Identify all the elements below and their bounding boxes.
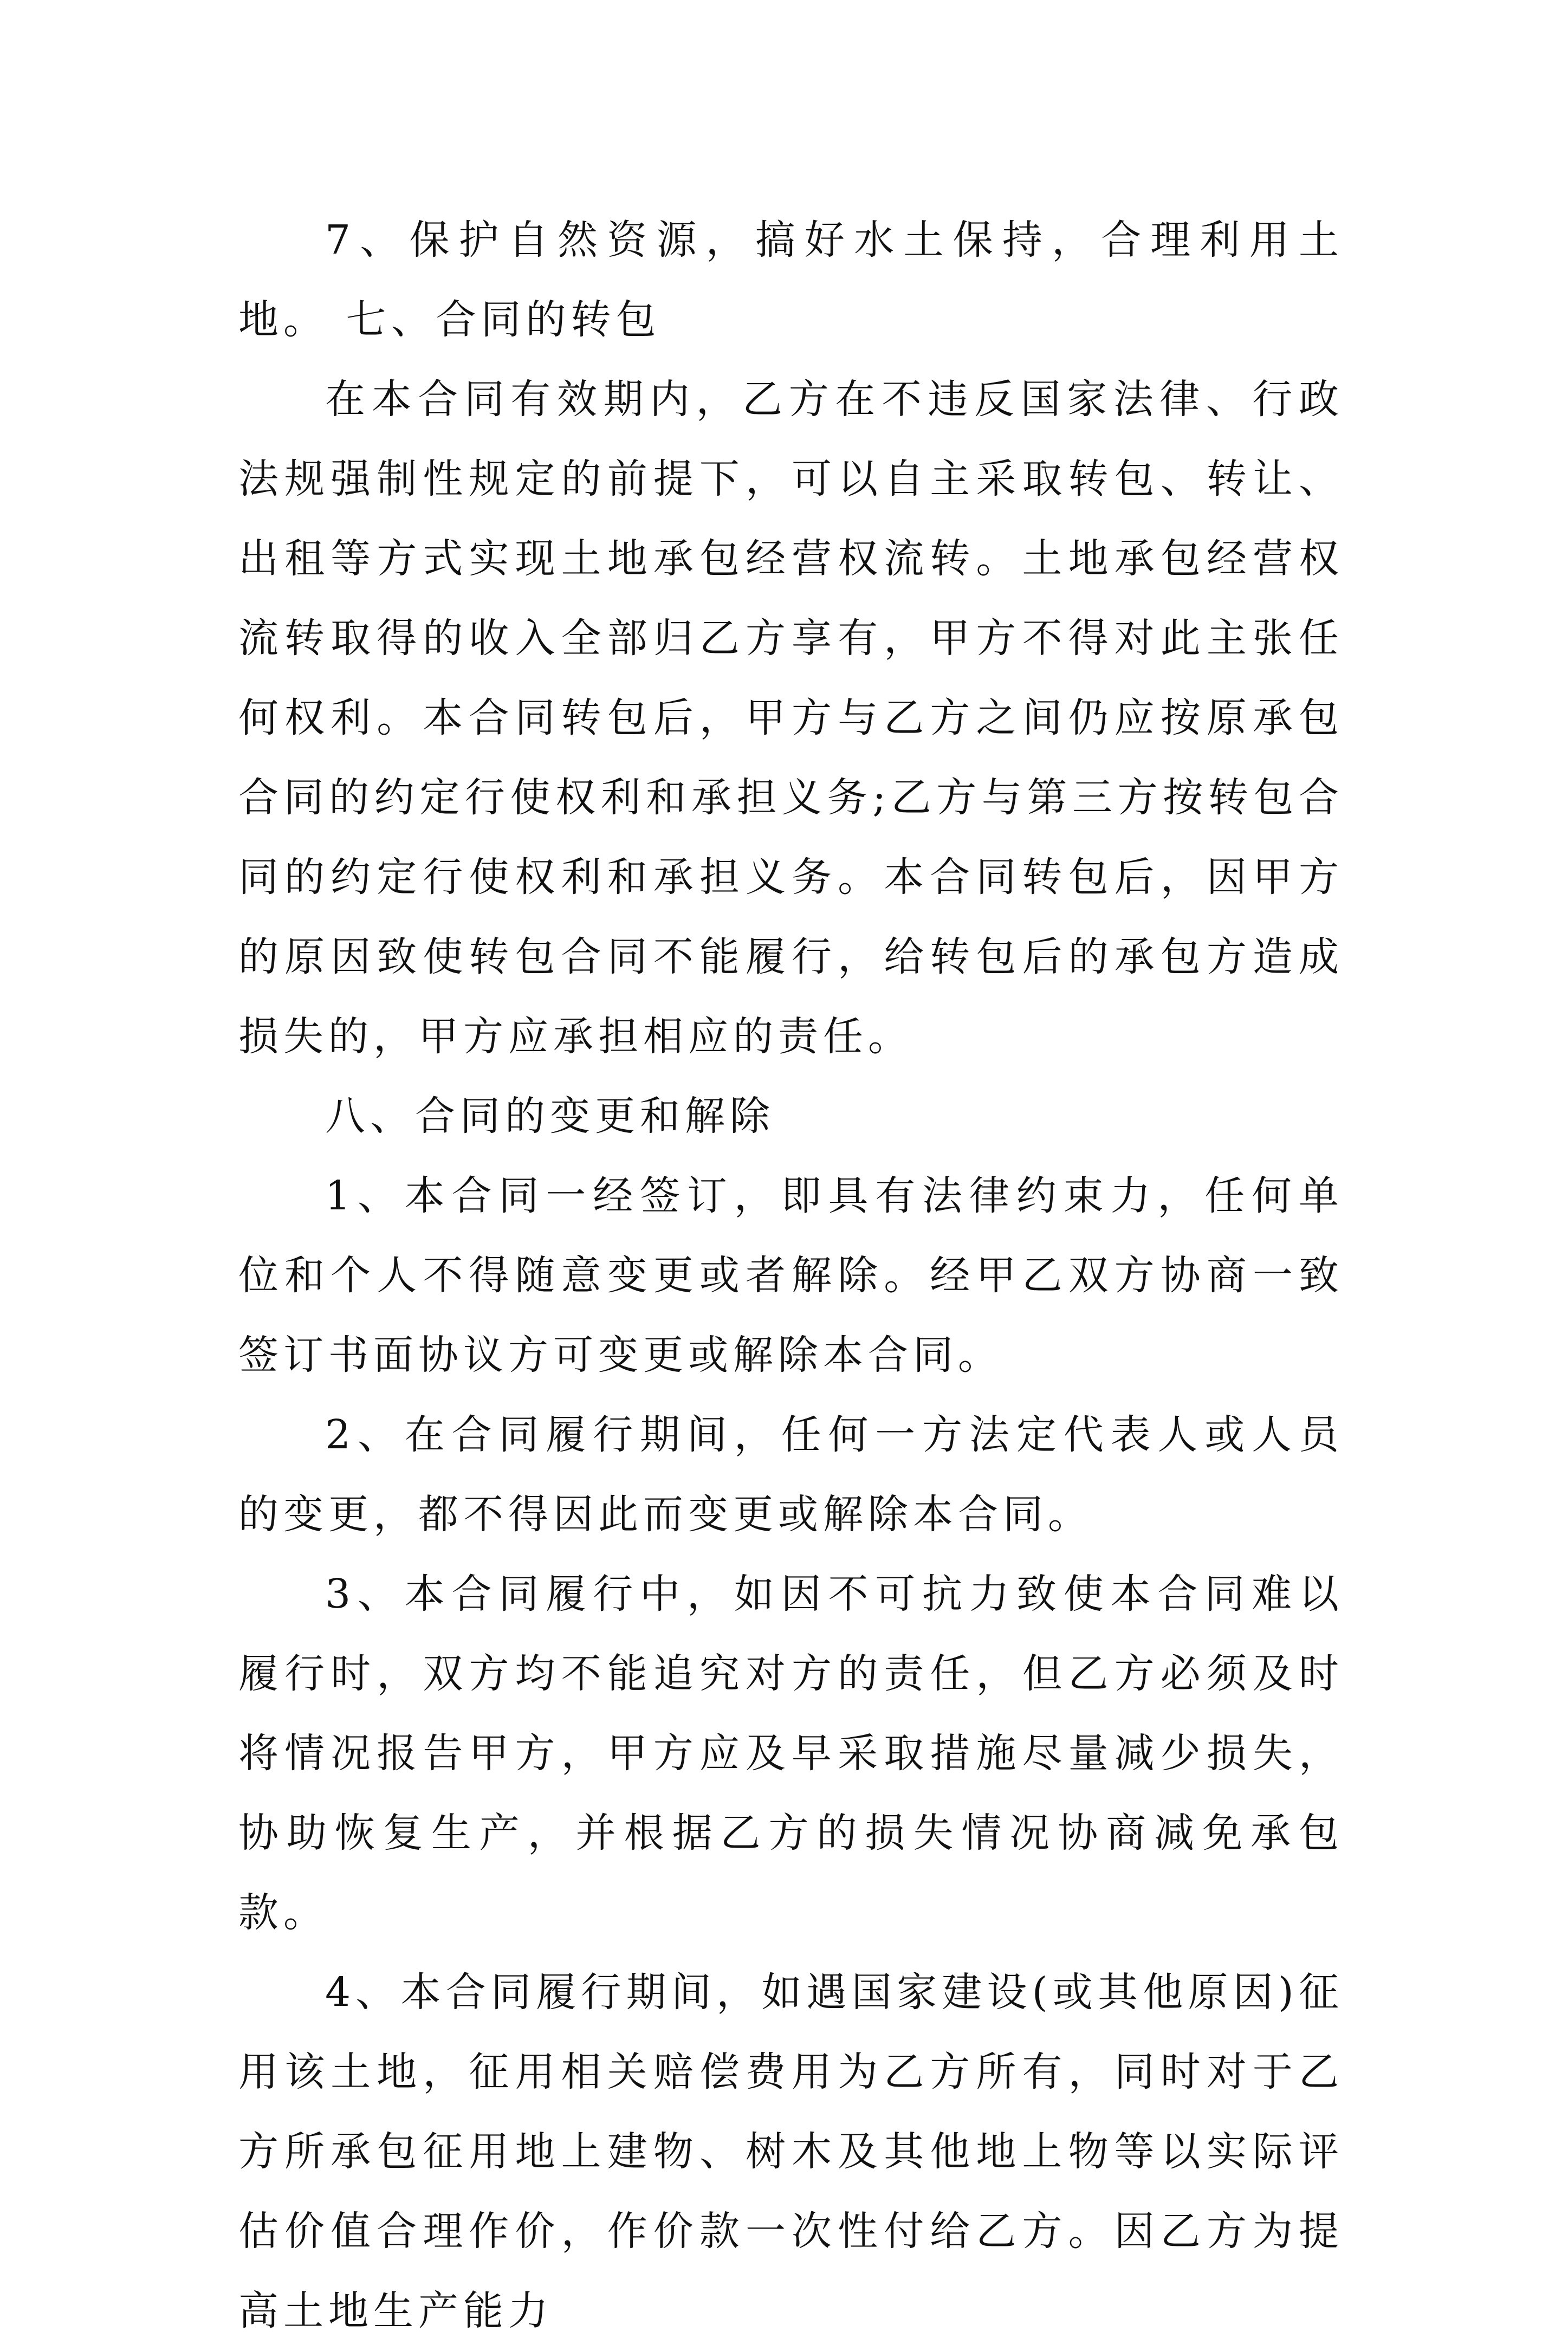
paragraph-clause-3: 3、本合同履行中，如因不可抗力致使本合同难以履行时，双方均不能追究对方的责任，但乙方必须及时将情况报告甲方，甲方应及早采取措施尽量减少损失，协助恢复生产，并根据乙方的损失情况协商减免承包款。 [238, 1571, 1344, 1936]
paragraph-clause-1: 1、本合同一经签订，即具有法律约束力，任何单位和个人不得随意变更或者解除。经甲乙双方协商一致签订书面协议方可变更或解除本合同。 [238, 1173, 1344, 1378]
section-heading-change-termination: 八、合同的变更和解除 [325, 1093, 775, 1139]
paragraph-clause-2: 2、在合同履行期间，任何一方法定代表人或人员的变更，都不得因此而变更或解除本合同。 [238, 1411, 1344, 1538]
document-page [238, 200, 1344, 2351]
paragraph-clause-4: 4、本合同履行期间，如遇国家建设(或其他原因)征用该土地，征用相关赔偿费用为乙方所有，同时对于乙方所承包征用地上建物、树木及其他地上物等以实际评估价值合理作价，作价款一次性付给乙方。因乙方为提高土地生产能力 [238, 1969, 1344, 2334]
paragraph-protect-resources: 7、保护自然资源，搞好水土保持，合理利用土地。 七、合同的转包 [238, 217, 1344, 343]
paragraph-subcontract-terms: 在本合同有效期内，乙方在不违反国家法律、行政法规强制性规定的前提下，可以自主采取转包、转让、出租等方式实现土地承包经营权流转。土地承包经营权流转取得的收入全部归乙方享有，甲方不得对此主张任何权利。本合同转包后，甲方与乙方之间仍应按原承包合同的约定行使权利和承担义务;乙方与第三方按转包合同的约定行使权利和承担义务。本合同转包后，因甲方的原因致使转包合同不能履行，给转包后的承包方造成损失的，甲方应承担相应的责任。 [238, 376, 1344, 1060]
